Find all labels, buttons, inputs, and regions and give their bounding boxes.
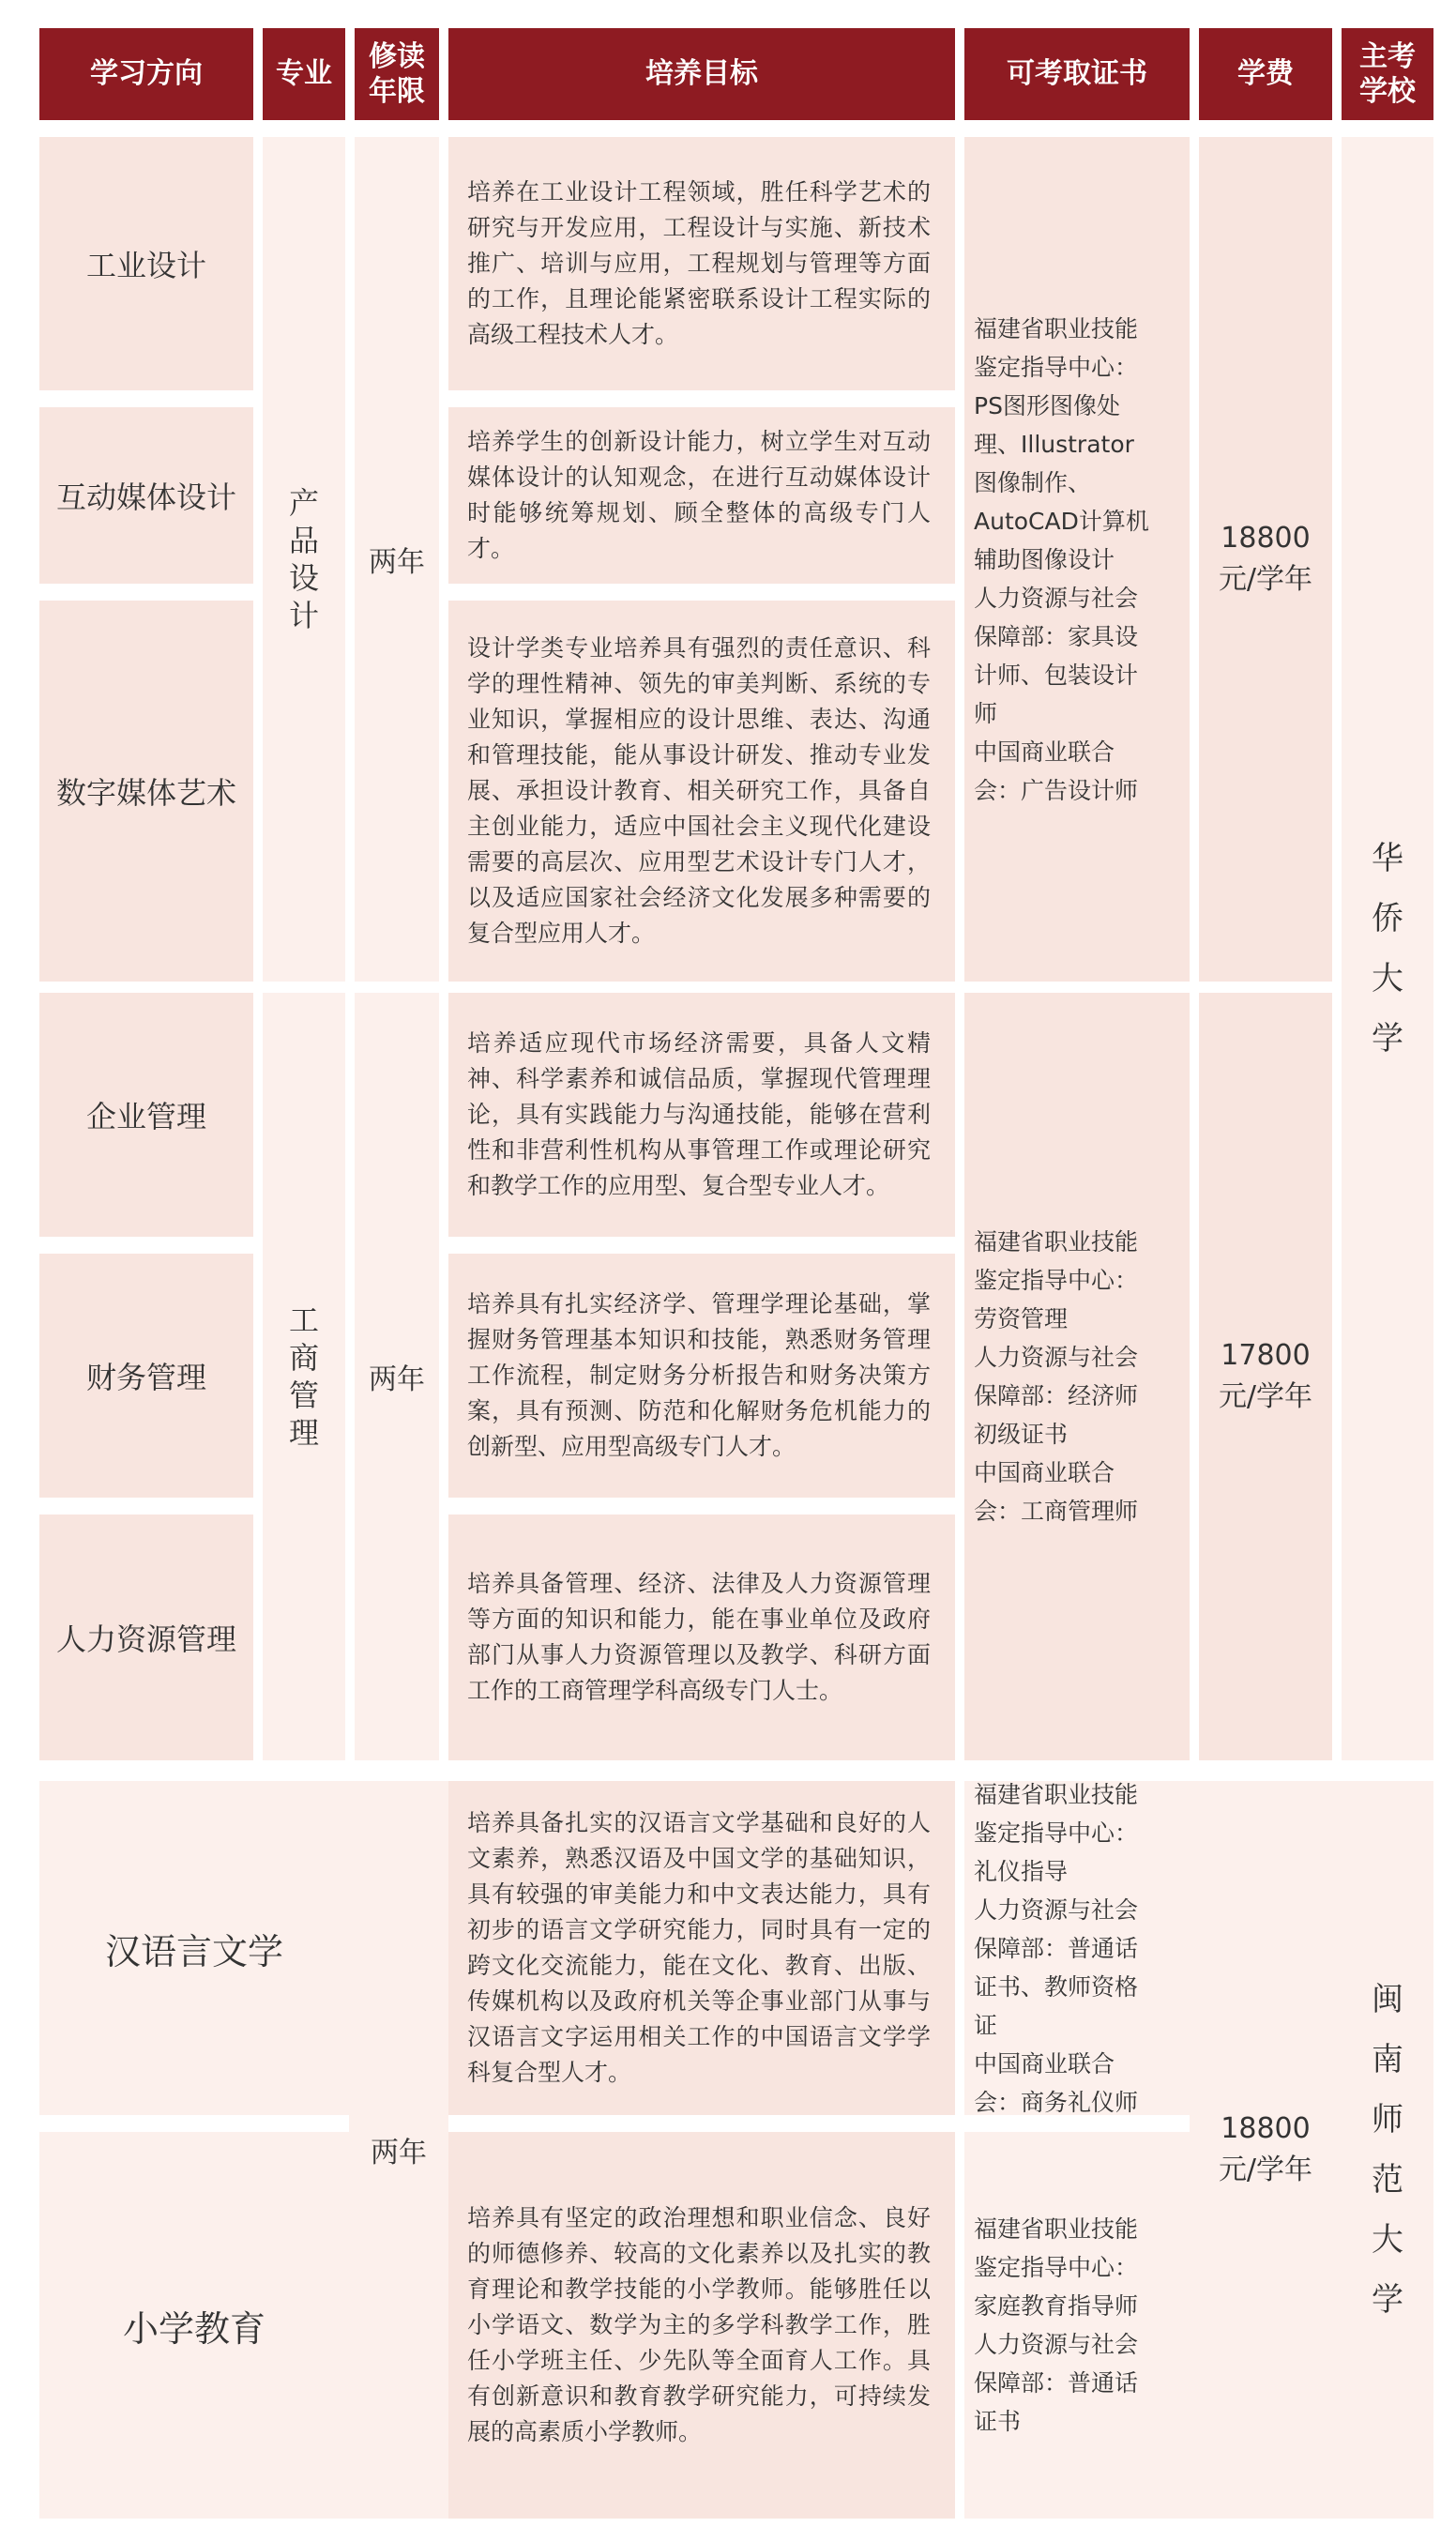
years-cell: 两年 bbox=[349, 1781, 448, 2519]
goal-cell: 培养具备扎实的汉语言文学基础和良好的人文素养，熟悉汉语及中国文学的基础知识，具有较强的审美能力和中文表达能力，具有初步的语言文学研究能力，同时具有一定的跨文化交流能力，能在文化、教育、出版、传媒机构以及政府机关等企事业部门从事与汉语言文字运用相关工作的中国语言文学学科复合型人才。 bbox=[448, 1781, 955, 2115]
goal-cell: 培养具有坚定的政治理想和职业信念、良好的师德修养、较高的文化素养以及扎实的教育理论和教学技能的小学教师。能够胜任以小学语文、数学为主的多学科教学工作，胜任小学班主任、少先队等全面育人工作。具有创新意识和教育教学研究能力，可持续发展的高素质小学教师。 bbox=[448, 2132, 955, 2519]
fee-cell: 18800元/学年 bbox=[1199, 137, 1332, 982]
goal-cell: 培养具备管理、经济、法律及人力资源管理等方面的知识和能力，能在事业单位及政府部门从事人力资源管理以及教学、科研方面工作的工商管理学科高级专门人士。 bbox=[448, 1515, 955, 1760]
goal-cell: 培养具有扎实经济学、管理学理论基础，掌握财务管理基本知识和技能，熟悉财务管理工作流程，制定财务分析报告和财务决策方案，具有预测、防范和化解财务危机能力的创新型、应用型高级专门人才。 bbox=[448, 1254, 955, 1498]
goal-cell: 培养在工业设计工程领域，胜任科学艺术的研究与开发应用，工程设计与实施、新技术推广、培训与应用，工程规划与管理等方面的工作，且理论能紧密联系设计工程实际的高级工程技术人才。 bbox=[448, 137, 955, 390]
direction-cell: 小学教育 bbox=[39, 2132, 349, 2519]
goal-cell: 培养适应现代市场经济需要，具备人文精神、科学素养和诚信品质，掌握现代管理理论，具有实践能力与沟通技能，能够在营利性和非营利性机构从事管理工作或理论研究和教学工作的应用型、复合型专业人才。 bbox=[448, 993, 955, 1237]
goal-cell: 设计学类专业培养具有强烈的责任意识、科学的理性精神、领先的审美判断、系统的专业知识，掌握相应的设计思维、表达、沟通和管理技能，能从事设计研发、推动专业发展、承担设计教育、相关研究工作，具备自主创业能力，适应中国社会主义现代化建设需要的高层次、应用型艺术设计专门人才，以及适应国家社会经济文化发展多种需要的复合型应用人才。 bbox=[448, 601, 955, 982]
school-cell: 闽南师范大学 bbox=[1342, 1781, 1433, 2519]
cert-cell: 福建省职业技能 鉴定指导中心： 劳资管理 人力资源与社会 保障部：经济师 初级证书 中国商业联合 会：工商管理师 bbox=[964, 993, 1190, 1760]
header-goal: 培养目标 bbox=[448, 28, 955, 120]
direction-cell: 数字媒体艺术 bbox=[39, 601, 253, 982]
years-cell: 两年 bbox=[355, 993, 439, 1760]
header-fee: 学费 bbox=[1199, 28, 1332, 120]
direction-cell: 汉语言文学 bbox=[39, 1781, 349, 2115]
direction-cell: 财务管理 bbox=[39, 1254, 253, 1498]
header-cert: 可考取证书 bbox=[964, 28, 1190, 120]
direction-cell: 企业管理 bbox=[39, 993, 253, 1237]
header-direction: 学习方向 bbox=[39, 28, 253, 120]
direction-cell: 互动媒体设计 bbox=[39, 407, 253, 584]
school-cell: 华侨大学 bbox=[1342, 137, 1433, 1760]
years-cell: 两年 bbox=[355, 137, 439, 982]
cert-cell: 福建省职业技能 鉴定指导中心： 家庭教育指导师 人力资源与社会 保障部：普通话 证书 bbox=[964, 2132, 1190, 2519]
direction-cell: 人力资源管理 bbox=[39, 1515, 253, 1760]
major-cell: 产品设计 bbox=[263, 137, 345, 982]
header-major: 专业 bbox=[263, 28, 345, 120]
major-cell: 工商管理 bbox=[263, 993, 345, 1760]
fee-cell: 17800元/学年 bbox=[1199, 993, 1332, 1760]
cert-cell: 福建省职业技能 鉴定指导中心： PS图形图像处 理、Illustrator 图像制作、 AutoCAD计算机 辅助图像设计 人力资源与社会 保障部：家具设 计师、包装设计 师 中国商业联合 会：广告设计师 bbox=[964, 137, 1190, 982]
goal-cell: 培养学生的创新设计能力，树立学生对互动媒体设计的认知观念，在进行互动媒体设计时能够统筹规划、顾全整体的高级专门人才。 bbox=[448, 407, 955, 584]
fee-cell: 18800元/学年 bbox=[1190, 1781, 1342, 2519]
header-school: 主考学校 bbox=[1342, 28, 1433, 120]
header-years: 修读年限 bbox=[355, 28, 439, 120]
direction-cell: 工业设计 bbox=[39, 137, 253, 390]
cert-cell: 福建省职业技能 鉴定指导中心： 礼仪指导 人力资源与社会 保障部：普通话 证书、教师资格 证 中国商业联合 会：商务礼仪师 bbox=[964, 1781, 1190, 2115]
